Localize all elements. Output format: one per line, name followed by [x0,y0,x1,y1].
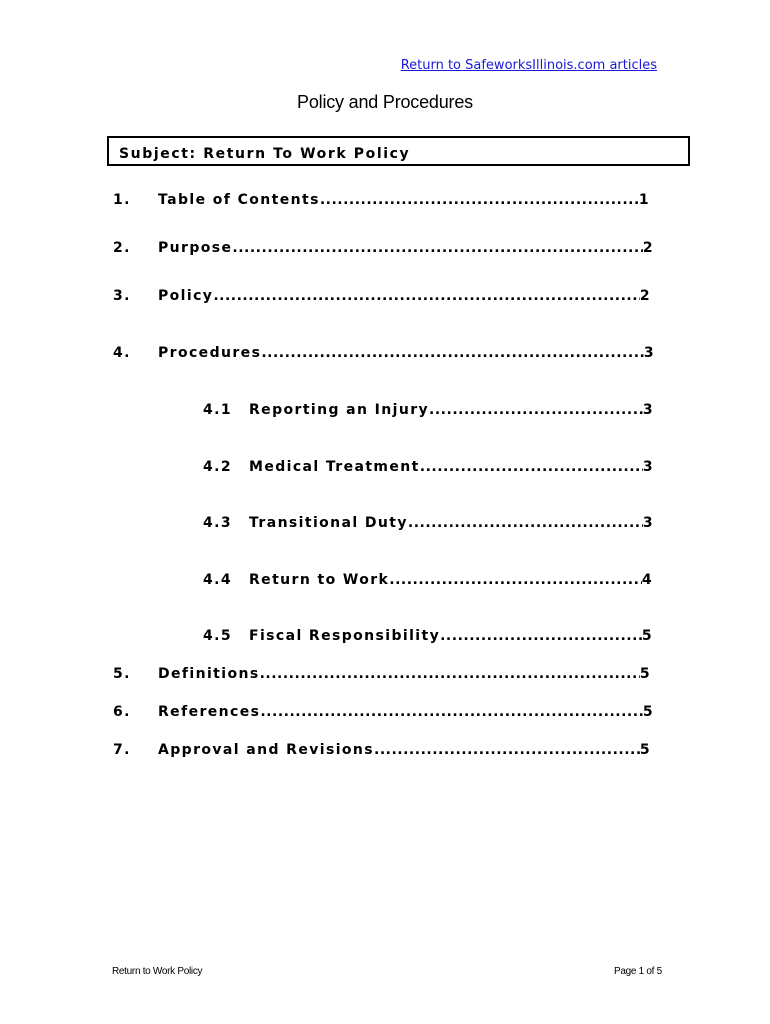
toc-entry-page: 3 [642,515,654,531]
toc-entry-title: References [158,704,261,720]
toc-leader-dots [260,704,642,720]
document-title: Policy and Procedures [297,92,473,112]
subject-text: Subject: Return To Work Policy [119,146,411,162]
toc-entry [113,192,650,212]
toc-entry-number: 1. [113,192,131,208]
toc-leader-dots [260,666,640,682]
toc-entry-page: 3 [643,345,655,361]
toc-entry-title: Policy [158,288,214,304]
toc-leader-dots [232,240,642,256]
toc-entry-title: Table of Contents [158,192,320,208]
toc-leader-dots [374,742,640,758]
toc-entry-title: Reporting an Injury [249,402,430,418]
toc-entry-number: 2. [113,240,131,256]
toc-entry-number: 6. [113,704,131,720]
toc-entry [113,240,654,260]
toc-entry-title: Definitions [158,666,260,682]
toc-entry-page: 1 [638,192,650,208]
toc-entry-page: 5 [641,628,653,644]
toc-entry [113,345,655,365]
toc-entry-number: 4.4 [203,572,233,588]
toc-entry-number: 4.2 [203,459,233,475]
toc-entry-page: 5 [639,742,651,758]
toc-entry-number: 4. [113,345,131,361]
toc-entry-page: 2 [642,240,654,256]
toc-entry [203,402,654,422]
toc-entry [113,742,651,762]
return-to-articles-link[interactable]: Return to SafeworksIllinois.com articles [400,58,657,73]
toc-entry-title: Medical Treatment [249,459,420,475]
toc-entry-title: Procedures [158,345,262,361]
toc-entry [203,515,654,535]
toc-entry-title: Transitional Duty [249,515,408,531]
toc-leader-dots [440,628,642,644]
toc-leader-dots [261,345,644,361]
toc-entry-page: 3 [642,459,654,475]
toc-entry-number: 4.5 [203,628,233,644]
toc-entry-page: 5 [639,666,651,682]
toc-entry-page: 3 [642,402,654,418]
toc-entry-number: 4.3 [203,515,233,531]
toc-leader-dots [320,192,639,208]
toc-entry [203,572,653,592]
toc-entry-page: 5 [642,704,654,720]
toc-leader-dots [213,288,640,304]
toc-entry-title: Approval and Revisions [158,742,375,758]
toc-entry [203,628,653,648]
toc-entry [203,459,654,479]
toc-entry-title: Fiscal Responsibility [249,628,441,644]
toc-leader-dots [420,459,643,475]
toc-leader-dots [389,572,642,588]
toc-leader-dots [408,515,643,531]
toc-entry-number: 5. [113,666,131,682]
subject-box [107,136,690,166]
toc-entry [113,288,651,308]
toc-entry [113,666,651,686]
toc-entry-page: 2 [639,288,651,304]
toc-entry-title: Purpose [158,240,233,256]
toc-entry-title: Return to Work [249,572,390,588]
toc-entry-number: 7. [113,742,131,758]
footer-page-number: Page 1 of 5 [614,966,662,977]
toc-entry-number: 4.1 [203,402,233,418]
toc-entry-page: 4 [641,572,653,588]
toc-leader-dots [429,402,643,418]
footer-document-name: Return to Work Policy [112,966,203,977]
toc-entry-number: 3. [113,288,131,304]
toc-entry [113,704,654,724]
